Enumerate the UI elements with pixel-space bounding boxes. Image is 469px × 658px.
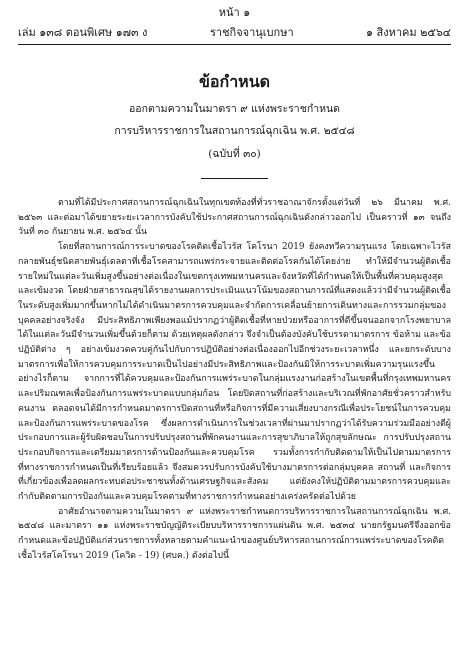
document-title: ข้อกำหนด <box>198 72 271 91</box>
document-body <box>18 196 451 564</box>
title-divider <box>201 178 268 179</box>
header-divider <box>18 44 451 45</box>
page-number: หน้า ๑ <box>218 6 251 19</box>
paragraph-authority: อาศัยอำนาจตามความในมาตรา ๙ แห่งพระราชกำหนดการบริหารราชการในสถานการณ์ฉุกเฉิน พ.ศ. ๒๕๔๘ และมาตรา ๑๑ แห่งพระราชบัญญัติระเบียบบริหารราชการแผ่นดิน พ.ศ. ๒๕๓๔ นายกรัฐมนตรีจึงออกข้อกำหนดและข้อปฏิบัติแก่ส่วนราชการทั้งหลายตามคำแนะนำของศูนย์บริหารสถานการณ์การแพร่ระบาดของโรคติดเชื้อไวรัสโคโรนา 2019 (โควิด - 19) (ศบค.) ดังต่อไปนี้ <box>18 506 451 561</box>
paragraph-preamble: ตามที่ได้มีประกาศสถานการณ์ฉุกเฉินในทุกเขตท้องที่ทั่วราชอาณาจักรตั้งแต่วันที่ ๒๖ มีนาคม พ.ศ. ๒๕๖๓ และต่อมาได้ขยายระยะเวลาการบังคับใช้ประกาศสถานการณ์ฉุกเฉินดังกล่าวออกไป เป็นคราวที่ ๑๓ จนถึงวันที่ ๓๐ กันยายน พ.ศ. ๒๕๖๔ นั้น <box>18 198 451 238</box>
volume-issue: เล่ม ๑๓๘ ตอนพิเศษ ๑๗๓ ง <box>18 26 148 39</box>
gazette-name: ราชกิจจานุเบกษา <box>210 26 294 39</box>
document-subtitle-1: ออกตามความในมาตรา ๙ แห่งพระราชกำหนด <box>128 103 341 115</box>
paragraph-situation: โดยที่สถานการณ์การระบาดของโรคติดเชื้อไวรัส โคโรนา 2019 ยังคงทวีความรุนแรง โดยเฉพาะไวรัสกลายพันธุ์ชนิดสายพันธุ์เดลตาที่เชื้อโรคสามารถแพร่กระจายและติดต่อโรคกันได้โดยง่าย ทำให้มีจำนวนผู้ติดเชื้อรายใหม่ในแต่ละวันเพิ่มสูงขึ้นอย่างต่อเนื่องในเขตกรุงเทพมหานครและจังหวัดที่ได้กำหนดให้เป็นพื้นที่ควบคุมสูงสุดและเข้มงวด โดยฝ่ายสาธารณสุขได้รายงานผลการประเมินแนวโน้มของสถานการณ์ที่แสดงแล้วว่ามีจำนวนผู้ติดเชื้อในระดับสูงเพิ่มมากขึ้นหากไม่ได้ดำเนินมาตรการควบคุมและจำกัดการเคลื่อนย้ายการเดินทางและการรวมกลุ่มของบุคคลอย่างจริงจัง มีประสิทธิภาพเพียงพอแม้ปรากฏว่าผู้ติดเชื้อที่หายป่วยหรืออาการที่ดีขึ้นจนออกจากโรงพยาบาลได้ในแต่ละวันมีจำนวนเพิ่มขึ้นด้วยก็ตาม ด้วยเหตุผลดังกล่าว จึงจำเป็นต้องบังคับใช้บรรดามาตรการ ข้อห้าม และข้อปฏิบัติต่าง ๆ อย่างเข้มงวดควบคู่กันไปกับการปฏิบัติอย่างต่อเนื่องออกไปอีกช่วงระยะเวลาหนึ่ง และยกระดับบางมาตรการเพื่อให้การควบคุมการระบาดเป็นไปอย่างมีประสิทธิภาพและป้องกันมิให้การระบาดเพิ่มความรุนแรงขึ้นอย่างไรก็ตาม จากการที่ได้ควบคุมและป้องกันการแพร่ระบาดในกลุ่มแรงงานก่อสร้างในเขตพื้นที่กรุงเทพมหานครและปริมณฑลเพื่อป้องกันการแพร่ระบาดแบบกลุ่มก้อน โดยปิดสถานที่ก่อสร้างและบริเวณที่พักอาศัยชั่วคราวสำหรับคนงาน ตลอดจนได้มีการกำหนดมาตรการปิดสถานที่หรือกิจการที่มีความเสี่ยงบางกรณีเพื่อประโยชน์ในการควบคุมและป้องกันการแพร่ระบาดของโรค ซึ่งผลการดำเนินการในช่วงเวลาที่ผ่านมาปรากฏว่าได้รับความร่วมมืออย่างดีผู้ประกอบการและผู้รับผิดชอบในการปรับปรุงสถานที่พักคนงานและการสุขาภิบาลให้ถูกสุขลักษณะ การปรับปรุงสถานประกอบกิจการและเตรียมมาตรการด้านป้องกันและควบคุมโรค รวมทั้งการกำกับติดตามให้เป็นไปตามมาตรการที่ทางราชการกำหนดเป็นที่เรียบร้อยแล้ว จึงสมควรปรับการบังคับใช้บางมาตรการต่อกลุ่มบุคคล สถานที่ และกิจการ ที่เกี่ยวข้องเพื่อลดผลกระทบต่อประชาชนทั้งด้านเศรษฐกิจและสังคม แต่ยังคงให้ปฏิบัติตามมาตรการควบคุมและกำกับติดตามการป้องกันและควบคุมโรคตามที่ทางราชการกำหนดอย่างเคร่งครัดต่อไปด้วย <box>18 242 451 503</box>
document-issue-number: (ฉบับที่ ๓๐) <box>208 148 261 160</box>
publication-date: ๑ สิงหาคม ๒๕๖๔ <box>366 26 451 39</box>
document-subtitle-2: การบริหารราชการในสถานการณ์ฉุกเฉิน พ.ศ. ๒๕๔๘ <box>114 125 355 137</box>
gazette-header <box>18 26 451 40</box>
